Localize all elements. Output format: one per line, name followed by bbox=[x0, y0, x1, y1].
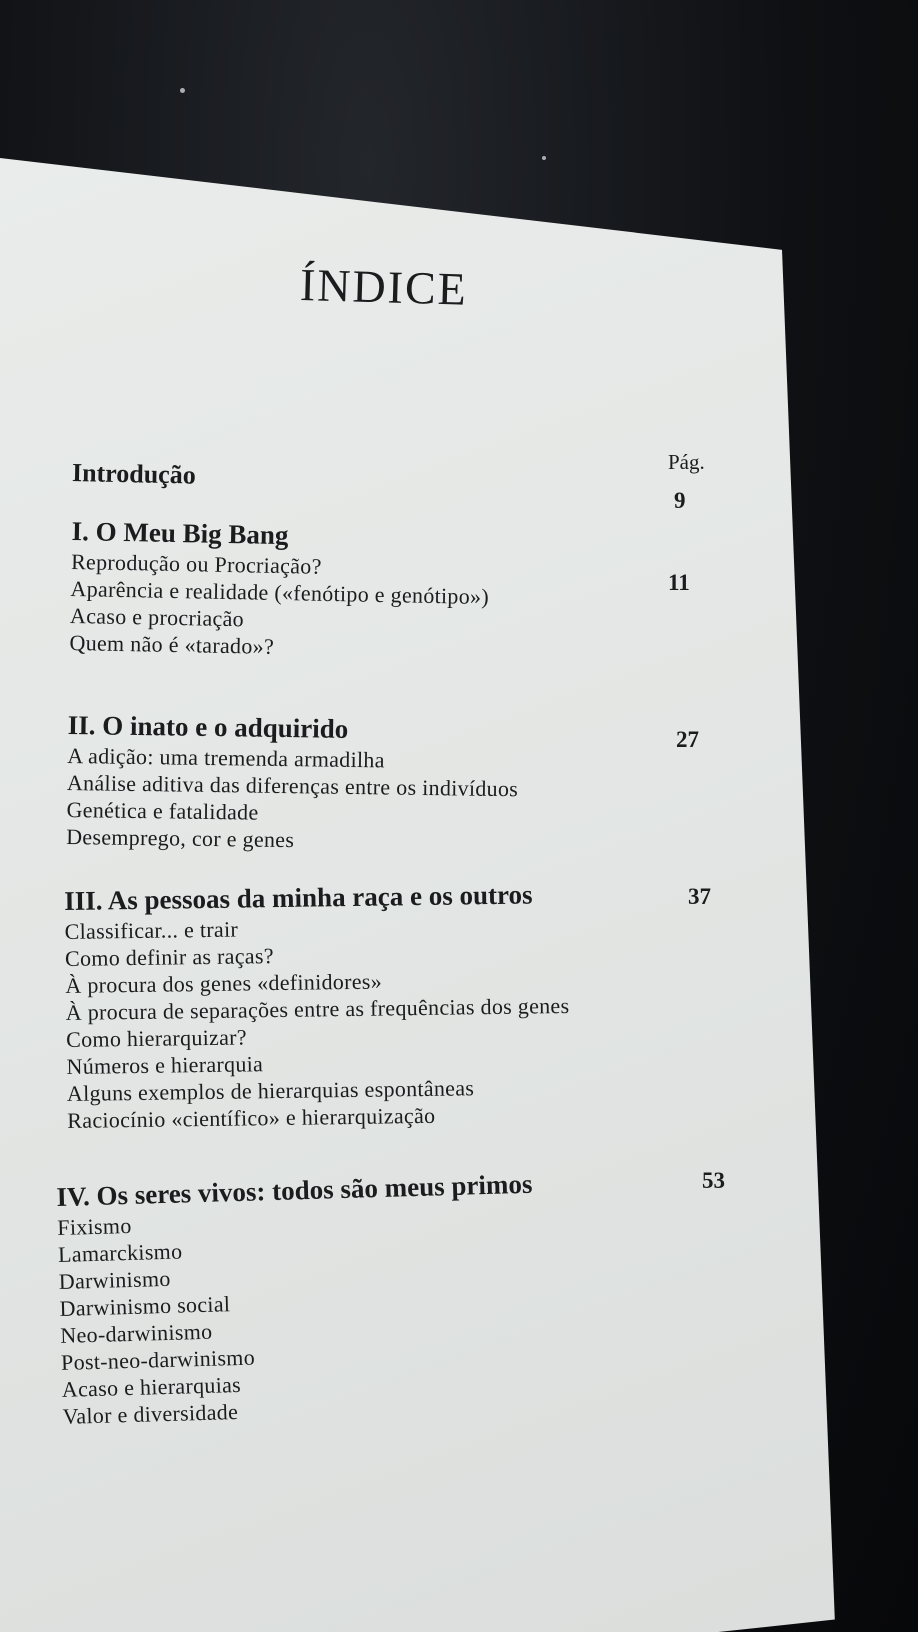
section-item: Darwinismo social bbox=[59, 1291, 231, 1321]
section-item: Quem não é «tarado»? bbox=[69, 629, 275, 659]
introduction-entry: Introdução bbox=[71, 458, 197, 490]
section-item: Post-neo-darwinismo bbox=[60, 1344, 256, 1375]
section-item: Classificar... e trair bbox=[64, 916, 239, 944]
section-4 bbox=[56, 1167, 539, 1430]
section-title: II. O inato e o adquirido bbox=[67, 709, 349, 744]
section-item: Genética e fatalidade bbox=[66, 796, 259, 825]
section-title: IV. Os seres vivos: todos são meus primos bbox=[56, 1168, 533, 1212]
section-item: À procura de separações entre as frequências dos genes bbox=[65, 992, 570, 1025]
section-4-page-number: 53 bbox=[702, 1168, 725, 1193]
section-item: A adição: uma tremenda armadilha bbox=[67, 742, 385, 773]
introduction-page-number: 9 bbox=[674, 488, 686, 513]
section-1 bbox=[69, 514, 490, 664]
section-item: Lamarckismo bbox=[57, 1238, 183, 1267]
section-item: Como definir as raças? bbox=[64, 943, 275, 971]
section-item: Análise aditiva das diferenças entre os indivíduos bbox=[66, 769, 519, 802]
section-3-page-number: 37 bbox=[688, 884, 711, 909]
section-title: III. As pessoas da minha raça e os outros bbox=[64, 879, 533, 916]
section-1-page-number: 11 bbox=[668, 570, 690, 595]
section-2 bbox=[66, 708, 519, 856]
section-item: Como hierarquizar? bbox=[65, 1024, 248, 1052]
section-2-page-number: 27 bbox=[676, 727, 699, 752]
section-item: À procura dos genes «definidores» bbox=[65, 968, 383, 998]
section-item: Fixismo bbox=[56, 1212, 132, 1240]
section-item: Aparência e realidade («fenótipo e genótipo») bbox=[70, 575, 490, 610]
section-item: Raciocínio «científico» e hierarquização bbox=[67, 1102, 436, 1133]
section-item: Reprodução ou Procriação? bbox=[70, 548, 322, 579]
section-title: I. O Meu Big Bang bbox=[71, 515, 289, 551]
page-title: ÍNDICE bbox=[299, 259, 469, 315]
section-item: Alguns exemplos de hierarquias espontâneas bbox=[66, 1075, 475, 1106]
section-item: Acaso e procriação bbox=[69, 602, 245, 632]
section-item: Desemprego, cor e genes bbox=[66, 823, 295, 853]
section-item: Darwinismo bbox=[58, 1265, 171, 1294]
section-item: Neo-darwinismo bbox=[59, 1318, 213, 1348]
section-item: Acaso e hierarquias bbox=[61, 1371, 242, 1402]
section-item: Números e hierarquia bbox=[66, 1051, 264, 1079]
section-3 bbox=[64, 877, 571, 1134]
page-column-label: Pág. bbox=[668, 450, 705, 474]
section-item: Valor e diversidade bbox=[62, 1399, 239, 1429]
